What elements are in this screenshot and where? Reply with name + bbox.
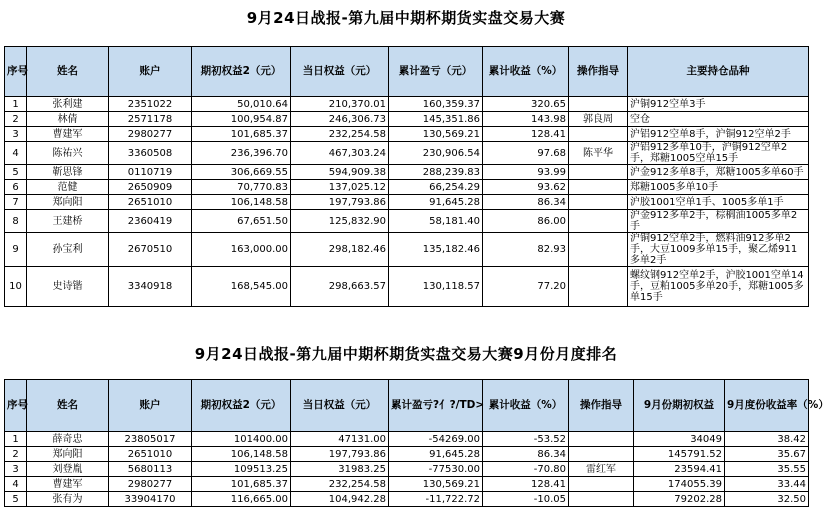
cell-cumulative-pnl: 130,569.21 [389,477,483,492]
cell-initial-equity: 70,770.83 [192,180,291,195]
cell-sept-initial-equity: 174055.39 [634,477,725,492]
cell-initial-equity: 306,669.55 [192,165,291,180]
table-row [5,165,809,180]
cell-cumulative-pnl: 230,906.54 [389,142,483,165]
cell-account: 3360508 [109,142,192,165]
col-header-sept-return: 9月度份收益率（%） [725,380,809,432]
col-header-cumulative-pnl: 累计盈亏?亻?/TD> [389,380,483,432]
cell-current-equity: 298,182.46 [291,233,389,267]
cell-name: 范健 [27,180,109,195]
cell-cumulative-return: 128.41 [483,477,569,492]
cell-advisor [569,165,628,180]
cell-positions: 沪铜912空单2手，燃料油912多单2手，大豆1009多单15手，聚乙烯911多单2手 [628,233,809,267]
cell-current-equity: 31983.25 [291,462,389,477]
cell-initial-equity: 168,545.00 [192,267,291,307]
cell-cumulative-return: 86.34 [483,195,569,210]
cell-cumulative-return: 93.99 [483,165,569,180]
cell-name: 薛奇忠 [27,432,109,447]
table-header-row [5,47,809,97]
cell-name: 郑向阳 [27,447,109,462]
cell-current-equity: 137,025.12 [291,180,389,195]
cell-rank: 8 [5,210,27,233]
cell-cumulative-return: 320.65 [483,97,569,112]
col-header-rank: 序号 [5,380,27,432]
cell-account: 2670510 [109,233,192,267]
cell-name: 史诗锴 [27,267,109,307]
cell-advisor: 陈平华 [569,142,628,165]
cell-account: 2351022 [109,97,192,112]
cell-name: 张利建 [27,97,109,112]
col-header-cumulative-pnl: 累计盈亏（元） [389,47,483,97]
cell-account: 2651010 [109,447,192,462]
cell-initial-equity: 163,000.00 [192,233,291,267]
cell-cumulative-return: 128.41 [483,127,569,142]
col-header-sept-initial-equity: 9月份期初权益 [634,380,725,432]
cell-cumulative-return: 86.00 [483,210,569,233]
cell-sept-initial-equity: 79202.28 [634,492,725,507]
cell-current-equity: 125,832.90 [291,210,389,233]
cell-cumulative-pnl: 135,182.46 [389,233,483,267]
col-header-rank: 序号 [5,47,27,97]
cell-sept-return: 38.42 [725,432,809,447]
cell-name: 王建桥 [27,210,109,233]
cell-advisor: 郭良周 [569,112,628,127]
cell-account: 3340918 [109,267,192,307]
cell-positions: 沪金912多单2手，棕榈油1005多单2手 [628,210,809,233]
cell-cumulative-return: 143.98 [483,112,569,127]
cell-advisor: 雷红军 [569,462,634,477]
col-header-name: 姓名 [27,380,109,432]
cell-cumulative-return: -70.80 [483,462,569,477]
cell-current-equity: 210,370.01 [291,97,389,112]
cell-initial-equity: 116,665.00 [192,492,291,507]
cell-cumulative-return: -10.05 [483,492,569,507]
cell-name: 郑向阳 [27,195,109,210]
cell-initial-equity: 106,148.58 [192,447,291,462]
cell-rank: 1 [5,97,27,112]
cell-current-equity: 104,942.28 [291,492,389,507]
cell-sept-initial-equity: 145791.52 [634,447,725,462]
cell-current-equity: 298,663.57 [291,267,389,307]
cell-rank: 1 [5,432,27,447]
table-row [5,267,809,307]
cell-advisor [569,447,634,462]
cell-rank: 10 [5,267,27,307]
cell-rank: 6 [5,180,27,195]
cell-positions: 沪铝912空单8手，沪铜912空单2手 [628,127,809,142]
cell-cumulative-return: -53.52 [483,432,569,447]
cell-rank: 7 [5,195,27,210]
table-row [5,127,809,142]
cell-sept-return: 35.67 [725,447,809,462]
cell-initial-equity: 101,685.37 [192,127,291,142]
col-header-advisor: 操作指导 [569,47,628,97]
cell-account: 2571178 [109,112,192,127]
cell-advisor [569,97,628,112]
monthly-ranking-title: 9月24日战报-第九届中期杯期货实盘交易大赛9月份月度排名 [194,345,618,363]
cell-advisor [569,180,628,195]
col-header-initial-equity: 期初权益2（元） [192,47,291,97]
cell-advisor [569,195,628,210]
cell-advisor [569,477,634,492]
cell-name: 靳思锋 [27,165,109,180]
col-header-account: 账户 [109,47,192,97]
cell-sept-return: 33.44 [725,477,809,492]
col-header-positions: 主要持仓品种 [628,47,809,97]
col-header-account: 账户 [109,380,192,432]
cell-cumulative-return: 97.68 [483,142,569,165]
cell-initial-equity: 101,685.37 [192,477,291,492]
cell-current-equity: 246,306.73 [291,112,389,127]
cell-cumulative-pnl: 288,239.83 [389,165,483,180]
cell-name: 陈祐兴 [27,142,109,165]
cell-name: 林倩 [27,112,109,127]
table-row [5,492,809,507]
table-row [5,97,809,112]
cell-cumulative-pnl: 160,359.37 [389,97,483,112]
report-title: 9月24日战报-第九届中期杯期货实盘交易大赛 [246,9,566,27]
cell-cumulative-pnl: 66,254.29 [389,180,483,195]
cell-account: 2980277 [109,127,192,142]
cell-advisor [569,492,634,507]
cell-cumulative-pnl: 130,118.57 [389,267,483,307]
table-row [5,477,809,492]
cell-cumulative-return: 77.20 [483,267,569,307]
cell-name: 孙宝利 [27,233,109,267]
cell-positions: 郑糖1005多单10手 [628,180,809,195]
cell-positions: 螺纹钢912空单2手，沪胶1001空单14手，豆粕1005多单20手，郑糖1005多单15手 [628,267,809,307]
cell-current-equity: 47131.00 [291,432,389,447]
table-row [5,142,809,165]
cell-account: 23805017 [109,432,192,447]
col-header-cumulative-return: 累计收益（%） [483,380,569,432]
cell-cumulative-return: 93.62 [483,180,569,195]
table-header-row [5,380,809,432]
cell-initial-equity: 50,010.64 [192,97,291,112]
cell-positions: 沪金912多单8手，郑糖1005多单60手 [628,165,809,180]
col-header-initial-equity: 期初权益2（元） [192,380,291,432]
cell-initial-equity: 100,954.87 [192,112,291,127]
cell-account: 2651010 [109,195,192,210]
col-header-name: 姓名 [27,47,109,97]
cell-positions: 沪铜912空单3手 [628,97,809,112]
cell-account: 0110719 [109,165,192,180]
cell-cumulative-pnl: 58,181.40 [389,210,483,233]
cell-rank: 5 [5,165,27,180]
cell-current-equity: 197,793.86 [291,195,389,210]
col-header-current-equity: 当日权益（元） [291,47,389,97]
cell-account: 2980277 [109,477,192,492]
cell-account: 2360419 [109,210,192,233]
cell-name: 曹建军 [27,127,109,142]
cell-sept-return: 32.50 [725,492,809,507]
table-row [5,447,809,462]
cell-current-equity: 467,303.24 [291,142,389,165]
cell-rank: 3 [5,462,27,477]
cell-rank: 9 [5,233,27,267]
col-header-cumulative-return: 累计收益（%） [483,47,569,97]
cell-advisor [569,267,628,307]
cell-advisor [569,432,634,447]
cell-advisor [569,210,628,233]
cell-advisor [569,233,628,267]
cell-rank: 2 [5,112,27,127]
cell-rank: 5 [5,492,27,507]
cell-name: 张有为 [27,492,109,507]
cell-sept-return: 35.55 [725,462,809,477]
table-row [5,210,809,233]
cell-initial-equity: 236,396.70 [192,142,291,165]
cell-cumulative-pnl: -11,722.72 [389,492,483,507]
cell-current-equity: 197,793.86 [291,447,389,462]
cell-cumulative-pnl: 145,351.86 [389,112,483,127]
cell-initial-equity: 106,148.58 [192,195,291,210]
cell-sept-initial-equity: 23594.41 [634,462,725,477]
table-row [5,233,809,267]
table-row [5,180,809,195]
cell-rank: 4 [5,477,27,492]
cell-name: 曹建军 [27,477,109,492]
cell-rank: 3 [5,127,27,142]
cell-current-equity: 594,909.38 [291,165,389,180]
competition-ranking-table [4,46,809,307]
cell-advisor [569,127,628,142]
cell-initial-equity: 101400.00 [192,432,291,447]
cell-account: 33904170 [109,492,192,507]
cell-positions: 沪胶1001空单1手、1005多单1手 [628,195,809,210]
cell-account: 2650909 [109,180,192,195]
cell-cumulative-pnl: -77530.00 [389,462,483,477]
monthly-ranking-table [4,379,829,507]
cell-sept-initial-equity: 34049 [634,432,725,447]
cell-initial-equity: 67,651.50 [192,210,291,233]
col-header-current-equity: 当日权益（元） [291,380,389,432]
cell-current-equity: 232,254.58 [291,127,389,142]
cell-cumulative-pnl: 130,569.21 [389,127,483,142]
cell-account: 5680113 [109,462,192,477]
table-row [5,432,809,447]
cell-initial-equity: 109513.25 [192,462,291,477]
col-header-advisor: 操作指导 [569,380,634,432]
cell-positions: 空仓 [628,112,809,127]
cell-cumulative-pnl: -54269.00 [389,432,483,447]
cell-positions: 沪铝912多单10手，沪铜912空单2手，郑糖1005空单15手 [628,142,809,165]
cell-cumulative-return: 82.93 [483,233,569,267]
table-row [5,195,809,210]
table-row [5,112,809,127]
cell-cumulative-pnl: 91,645.28 [389,195,483,210]
cell-rank: 2 [5,447,27,462]
cell-cumulative-return: 86.34 [483,447,569,462]
cell-name: 刘登胤 [27,462,109,477]
cell-cumulative-pnl: 91,645.28 [389,447,483,462]
cell-current-equity: 232,254.58 [291,477,389,492]
table-row [5,462,809,477]
cell-rank: 4 [5,142,27,165]
